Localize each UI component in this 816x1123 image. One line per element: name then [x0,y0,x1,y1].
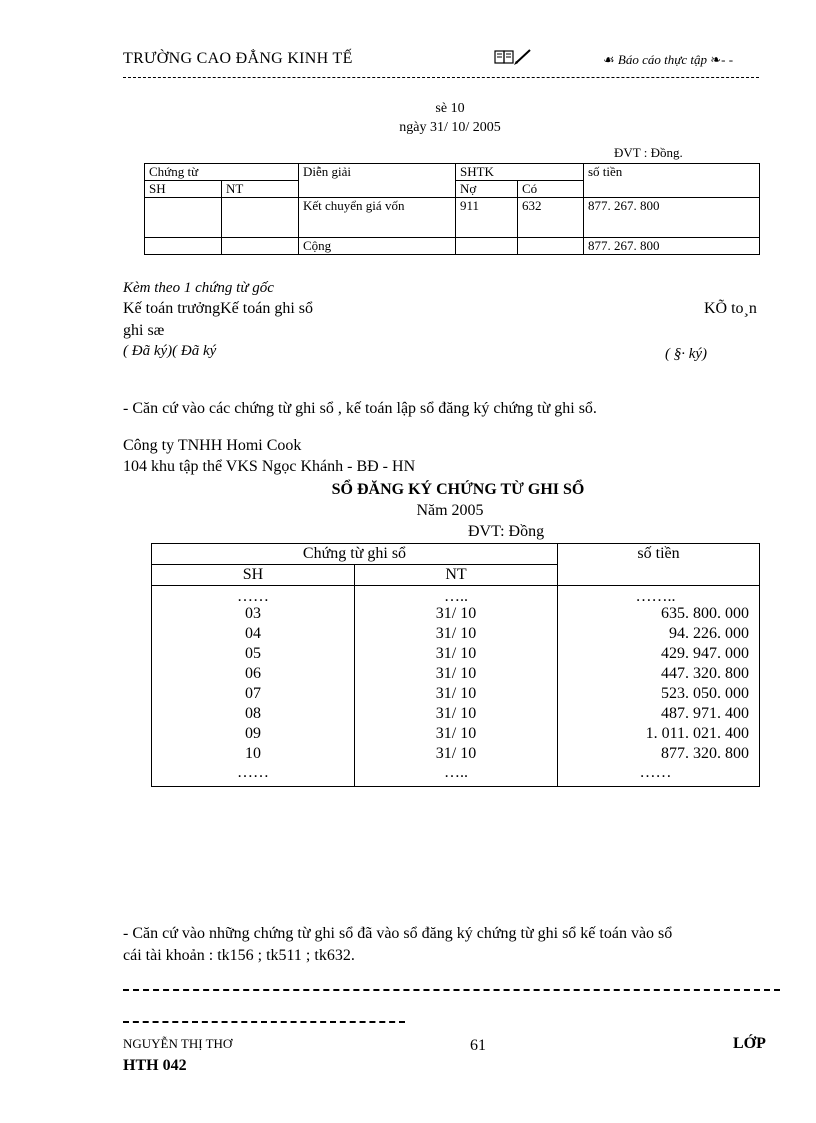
cell-co [518,238,584,255]
cell-nt [222,238,299,255]
col-shtk: SHTK [456,164,584,181]
cell-amount: 429. 947. 000 [661,645,749,662]
cell-amount: 523. 050. 000 [661,685,749,702]
cell-sh: 06 [245,665,261,682]
footer-divider-2 [123,1021,405,1023]
col-so-tien: số tiền [584,164,760,198]
cell-amount: 877. 320. 800 [661,745,749,762]
cell-nt: 31/ 10 [435,645,477,662]
footer-class-label: LỚP [733,1035,766,1052]
amount-column [558,586,760,787]
cell-amount: …….. [635,588,676,605]
cell-co: 632 [518,198,584,238]
page-number: 61 [470,1037,486,1054]
col-co: Có [518,181,584,198]
cell-sh [145,238,222,255]
col-chung-tu-ghi-so: Chứng từ ghi sổ [152,544,558,565]
header-divider [123,77,759,78]
cell-amount: 487. 971. 400 [661,705,749,722]
paragraph-1: - Căn cứ vào các chứng từ ghi sổ , kế toán lập sổ đăng ký chứng từ ghi sổ. [123,400,597,417]
register-year: Năm 2005 [416,502,484,519]
cell-nt: 31/ 10 [435,625,477,642]
book-pen-icon [494,48,536,66]
cell-nt: 31/ 10 [435,705,477,722]
cell-dien-giai: Kết chuyển giá vốn [299,198,456,238]
signers-left: Kế toán trưởngKế toán ghi sổ [123,300,313,317]
footer-divider [123,989,780,991]
company-name: Công ty TNHH Homi Cook [123,437,302,454]
cell-amount: 94. 226. 000 [669,625,749,642]
cell-dien-giai: Cộng [299,238,456,255]
cell-sh: 05 [245,645,261,662]
col-no: Nợ [456,181,518,198]
cell-nt: 31/ 10 [435,725,477,742]
col-chung-tu: Chứng từ [145,164,299,181]
signer-right: KÕ to¸n [704,300,757,317]
cell-sh: 03 [245,605,261,622]
report-title [603,52,733,68]
register-table [151,543,760,787]
cell-so-tien: 877. 267. 800 [584,238,760,255]
cell-sh: 10 [245,745,261,762]
nt-column [355,586,558,787]
register-unit: ĐVT: Đồng [468,523,545,540]
col-so-tien: số tiền [558,544,760,586]
cell-nt: 31/ 10 [435,665,477,682]
cell-nt: 31/ 10 [435,685,477,702]
cell-amount: 1. 011. 021. 400 [645,725,749,742]
voucher-date: ngày 31/ 10/ 2005 [399,120,501,135]
voucher-table [144,163,760,255]
cell-nt: 31/ 10 [435,605,477,622]
register-title: SỔ ĐĂNG KÝ CHỨNG TỪ GHI SỔ [331,481,585,498]
paragraph-2-line-1: - Căn cứ vào những chứng từ ghi sổ đã vào sổ đăng ký chứng từ ghi sổ kế toán vào sổ [123,925,673,942]
signer-right-line2: ghi sæ [123,322,165,339]
table-row [145,238,760,255]
col-sh: SH [152,565,355,586]
sh-column [152,586,355,787]
cell-sh: 09 [245,725,261,742]
scroll-left-icon: ☙ [603,52,615,67]
report-title-suffix: - - [721,52,734,67]
cell-nt: 31/ 10 [435,745,477,762]
cell-no: 911 [456,198,518,238]
scroll-right-icon: ❧ [710,52,722,67]
cell-nt [222,198,299,238]
footer-author: NGUYỄN THỊ THƠ [123,1036,233,1051]
cell-sh: …… [237,588,269,605]
col-dien-giai: Diễn giải [299,164,456,198]
attached-docs: Kèm theo 1 chứng từ gốc [123,280,274,296]
signed-left: ( Đã ký)( Đã ký [123,343,217,359]
cell-sh: 08 [245,705,261,722]
cell-sh [145,198,222,238]
voucher-number: sè 10 [435,101,465,116]
cell-nt: ….. [444,764,468,781]
col-nt: NT [355,565,558,586]
cell-sh: 04 [245,625,261,642]
table-row [145,198,760,238]
col-sh: SH [145,181,222,198]
footer-class-code: HTH 042 [123,1057,187,1074]
cell-so-tien: 877. 267. 800 [584,198,760,238]
col-nt: NT [222,181,299,198]
cell-sh: …… [237,764,269,781]
report-title-text: Báo cáo thực tập [617,52,707,67]
header-school: TRƯỜNG CAO ĐẲNG KINH TẾ [123,50,353,67]
cell-sh: 07 [245,685,261,702]
cell-no [456,238,518,255]
cell-nt: ….. [444,588,468,605]
cell-amount: 635. 800. 000 [661,605,749,622]
table-body [152,586,760,787]
cell-amount: …… [639,764,672,781]
signed-right: ( §· ký) [665,346,708,362]
company-address: 104 khu tập thể VKS Ngọc Khánh - BĐ - HN [123,458,416,475]
paragraph-2-line-2: cái tài khoản : tk156 ; tk511 ; tk632. [123,947,355,964]
voucher-unit: ĐVT : Đồng. [614,145,683,160]
cell-amount: 447. 320. 800 [661,665,749,682]
